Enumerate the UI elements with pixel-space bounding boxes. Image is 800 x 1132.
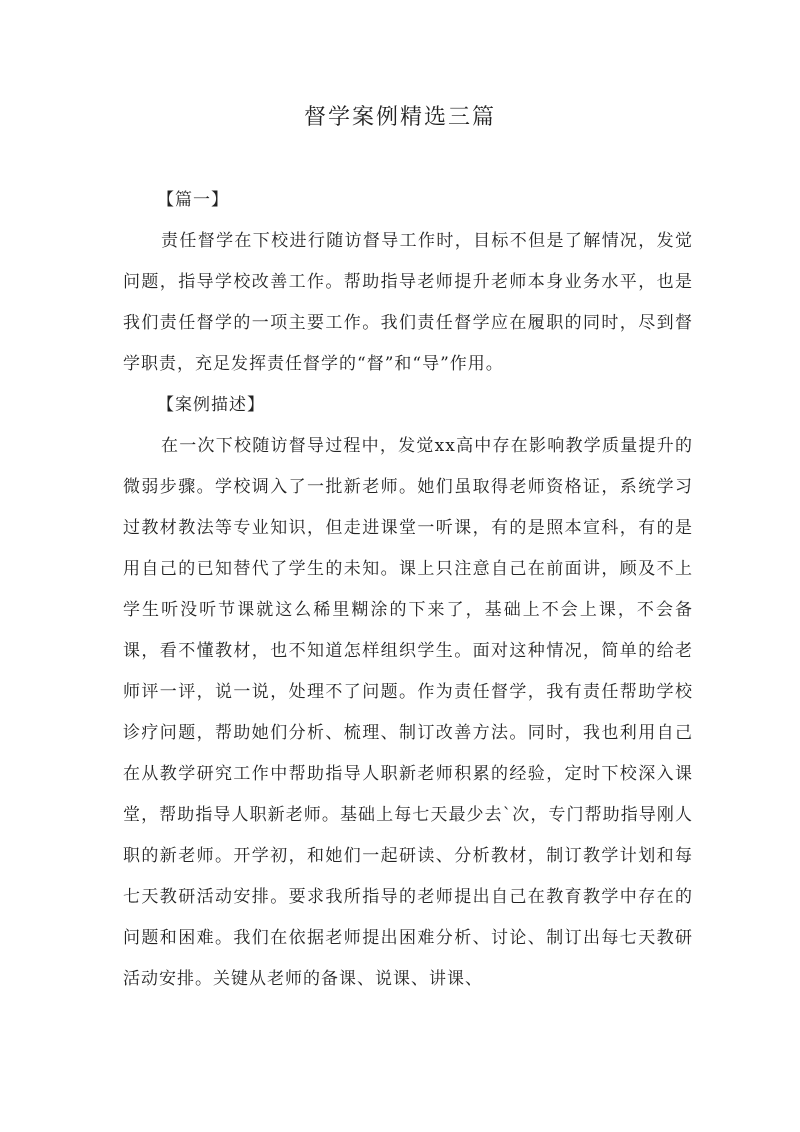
case-description-paragraph: 在一次下校随访督导过程中，发觉xx高中存在影响教学质量提升的微弱步骤。学校调入了一批新老师。她们虽取得老师资格证，系统学习过教材教法等专业知识，但走进课堂一听课，有的是照本宣科，有的是用自己的已知替代了学生的未知。课上只注意自己在前面讲，顾及不上学生听没听节课就这么稀里糊涂的下来了，基础上不会上课，不会备课，看不懂教材，也不知道怎样组织学生。面对这种情况，简单的给老师评一评，说一说，处理不了问题。作为责任督学，我有责任帮助学校诊疗问题，帮助她们分析、梳理、制订改善方法。同时，我也利用自己在从教学研究工作中帮助指导人职新老师积累的经验，定时下校深入课堂，帮助指导人职新老师。基础上每七天最少去`次，专门帮助指导刚人职的新老师。开学初，和她们一起研读、分析教材，制订教学计划和每七天教研活动安排。要求我所指导的老师提出自己在教育教学中存在的问题和困难。我们在依据老师提出困难分析、讨论、制订出每七天教研活动安排。关键从老师的备课、说课、讲课、 [123, 436, 693, 989]
section-heading-part-one: 【篇一】 [157, 190, 229, 210]
document-body [123, 180, 693, 1000]
intro-paragraph: 责任督学在下校进行随访督导工作时，目标不但是了解情况，发觉问题，指导学校改善工作。帮助指导老师提升老师本身业务水平，也是我们责任督学的一项主要工作。我们责任督学应在履职的同时，尽到督学职责，充足发挥责任督学的“督”和“导”作用。 [123, 231, 693, 374]
section-heading-case-description: 【案例描述】 [157, 395, 265, 415]
document-title: 督学案例精选三篇 [303, 105, 496, 130]
